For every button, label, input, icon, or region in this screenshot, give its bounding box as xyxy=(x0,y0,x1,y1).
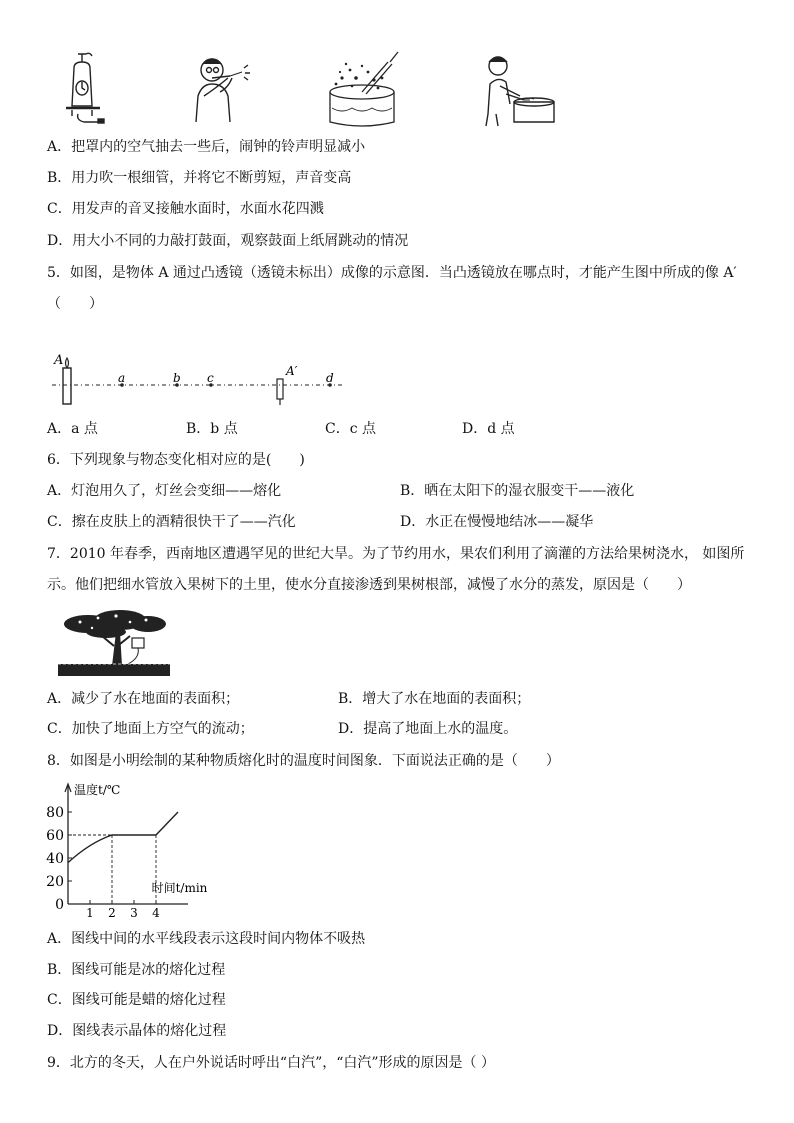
man-drumming-figure xyxy=(486,57,554,126)
y-tick-label-60: 60 xyxy=(46,828,64,844)
point-a-label: a xyxy=(118,371,126,385)
q5-stem-line1: 5．如图，是物体 A 通过凸透镜（透镜未标出）成像的示意图．当凸透镜放在哪点时，才能产生图中所成的像 A′ xyxy=(47,265,737,281)
q4-option-a: A．把罩内的空气抽去一些后，闹钟的铃声明显减小 xyxy=(47,139,366,155)
q7-drip-irrigation-figure xyxy=(58,606,170,676)
candle-flame-icon xyxy=(66,358,69,368)
q4-figures xyxy=(60,48,560,130)
y-tick-label-40: 40 xyxy=(46,851,64,867)
q8-option-a: A．图线中间的水平线段表示这段时间内物体不吸热 xyxy=(47,931,366,947)
q7-option-c: C．加快了地面上方空气的流动； xyxy=(47,721,254,737)
x-axis-label: 时间t/min xyxy=(151,881,208,895)
tuning-fork-water-figure xyxy=(330,52,398,126)
q8-melting-chart xyxy=(44,776,234,920)
x-tick-label-1: 1 xyxy=(86,906,94,920)
q5-option-a: A．a 点 xyxy=(47,421,98,437)
image-label: A′ xyxy=(286,364,298,378)
q9-stem: 9．北方的冬天，人在户外说话时呼出“白汽”，“白汽”形成的原因是（ ） xyxy=(47,1055,495,1071)
q4-option-c: C．用发声的音叉接触水面时，水面水花四溅 xyxy=(47,201,324,217)
q5-lens-diagram xyxy=(50,350,350,406)
q5-stem-line2: （ ） xyxy=(47,296,103,312)
temperature-curve xyxy=(68,812,178,863)
y-tick-label-20: 20 xyxy=(46,874,64,890)
q8-stem: 8．如图是小明绘制的某种物质熔化时的温度时间图象．下面说法正确的是（ ） xyxy=(47,753,560,769)
q4-option-d: D．用大小不同的力敲打鼓面，观察鼓面上纸屑跳动的情况 xyxy=(47,233,409,249)
y-tick-label-80: 80 xyxy=(46,805,64,821)
q6-option-d: D．水正在慢慢地结冰——凝华 xyxy=(400,514,594,530)
point-b-label: b xyxy=(173,371,181,385)
man-blowing-tube-figure xyxy=(196,59,250,122)
q6-option-c: C．擦在皮肤上的酒精很快干了——汽化 xyxy=(47,514,296,530)
y-tick-label-0: 0 xyxy=(55,897,64,913)
q7-option-b: B．增大了水在地面的表面积； xyxy=(338,691,531,707)
object-candle xyxy=(63,368,71,404)
q8-option-c: C．图线可能是蜡的熔化过程 xyxy=(47,992,226,1008)
x-tick-label-4: 4 xyxy=(152,906,160,920)
y-axis-label: 温度t/℃ xyxy=(74,783,121,797)
point-d-label: d xyxy=(326,371,334,385)
object-label: A xyxy=(54,353,64,368)
x-tick-label-2: 2 xyxy=(108,906,116,920)
q8-option-b: B．图线可能是冰的熔化过程 xyxy=(47,962,226,978)
q7-option-d: D．提高了地面上水的温度。 xyxy=(338,721,518,737)
q5-option-d: D．d 点 xyxy=(462,421,515,437)
q6-option-b: B．晒在太阳下的湿衣服变干——液化 xyxy=(400,483,635,499)
q5-option-c: C．c 点 xyxy=(325,421,377,437)
q4-option-b: B．用力吹一根细管，并将它不断剪短，声音变高 xyxy=(47,170,352,186)
bell-jar-figure xyxy=(66,53,104,123)
water-bag xyxy=(132,638,144,648)
x-tick-label-3: 3 xyxy=(130,906,138,920)
point-c-label: c xyxy=(207,371,214,385)
q6-option-a: A．灯泡用久了，灯丝会变细——熔化 xyxy=(47,483,282,499)
q7-option-a: A．减少了水在地面的表面积； xyxy=(47,691,240,707)
q7-stem-line2: 示。他们把细水管放入果树下的土里，使水分直接渗透到果树根部，减慢了水分的蒸发，原因是（ ） xyxy=(47,577,691,593)
q7-stem-line1: 7．2010 年春季，西南地区遭遇罕见的世纪大旱。为了节约用水，果农们利用了滴灌的方法给果树浇水， 如图所 xyxy=(47,546,745,562)
q8-option-d: D．图线表示晶体的熔化过程 xyxy=(47,1023,227,1039)
q5-option-b: B．b 点 xyxy=(186,421,238,437)
image-candle xyxy=(277,379,283,399)
q6-stem: 6．下列现象与物态变化相对应的是( ) xyxy=(47,452,305,468)
